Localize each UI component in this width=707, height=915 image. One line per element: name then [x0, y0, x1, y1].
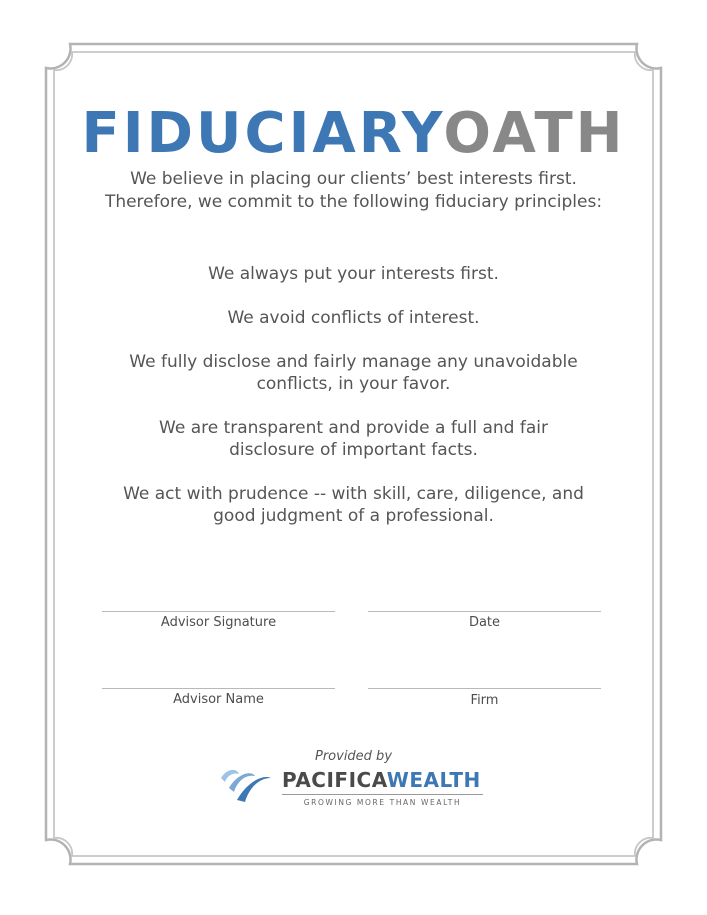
principle-line: We avoid conflicts of interest.	[227, 308, 480, 328]
advisor-signature-label: Advisor Signature	[160, 615, 277, 630]
firm-label: Firm	[470, 693, 499, 708]
principle-line: We always put your interests first.	[208, 264, 499, 284]
page-title	[0, 102, 707, 166]
brand-name	[282, 768, 481, 792]
pacifica-wave-logo-icon	[215, 766, 275, 806]
intro-line-2: Therefore, we commit to the following fiduciary principles:	[104, 192, 603, 212]
principle-item	[110, 263, 597, 285]
principle-line: conflicts, in your favor.	[256, 374, 451, 394]
brand-divider	[282, 794, 483, 795]
intro-statement	[60, 168, 647, 214]
principle-line: We fully disclose and fairly manage any unavoidable	[129, 352, 578, 372]
principle-item	[110, 351, 597, 395]
advisor-signature-line[interactable]	[102, 611, 335, 612]
advisor-name-line[interactable]	[102, 688, 335, 689]
principle-item	[110, 483, 597, 527]
principle-line: We act with prudence -- with skill, care, diligence, and	[123, 484, 584, 504]
title-oath: OATH	[443, 101, 626, 166]
principles-list	[110, 263, 597, 549]
date-label: Date	[468, 615, 501, 630]
principle-item	[110, 417, 597, 461]
brand-tagline: GROWING MORE THAN WEALTH	[303, 798, 462, 807]
brand-wealth: WEALTH	[386, 768, 481, 792]
brand-pacifica: PACIFICA	[282, 768, 387, 792]
provided-by-text: Provided by	[314, 749, 393, 764]
principle-line: We are transparent and provide a full and fair	[159, 418, 548, 438]
principle-line: good judgment of a professional.	[213, 506, 494, 526]
intro-line-1: We believe in placing our clients’ best interests first.	[130, 169, 577, 189]
principle-item	[110, 307, 597, 329]
advisor-name-label: Advisor Name	[173, 692, 264, 707]
date-line[interactable]	[368, 611, 601, 612]
firm-line[interactable]	[368, 688, 601, 689]
principle-line: disclosure of important facts.	[229, 440, 478, 460]
title-fiduciary: FIDUCIARY	[81, 101, 444, 166]
